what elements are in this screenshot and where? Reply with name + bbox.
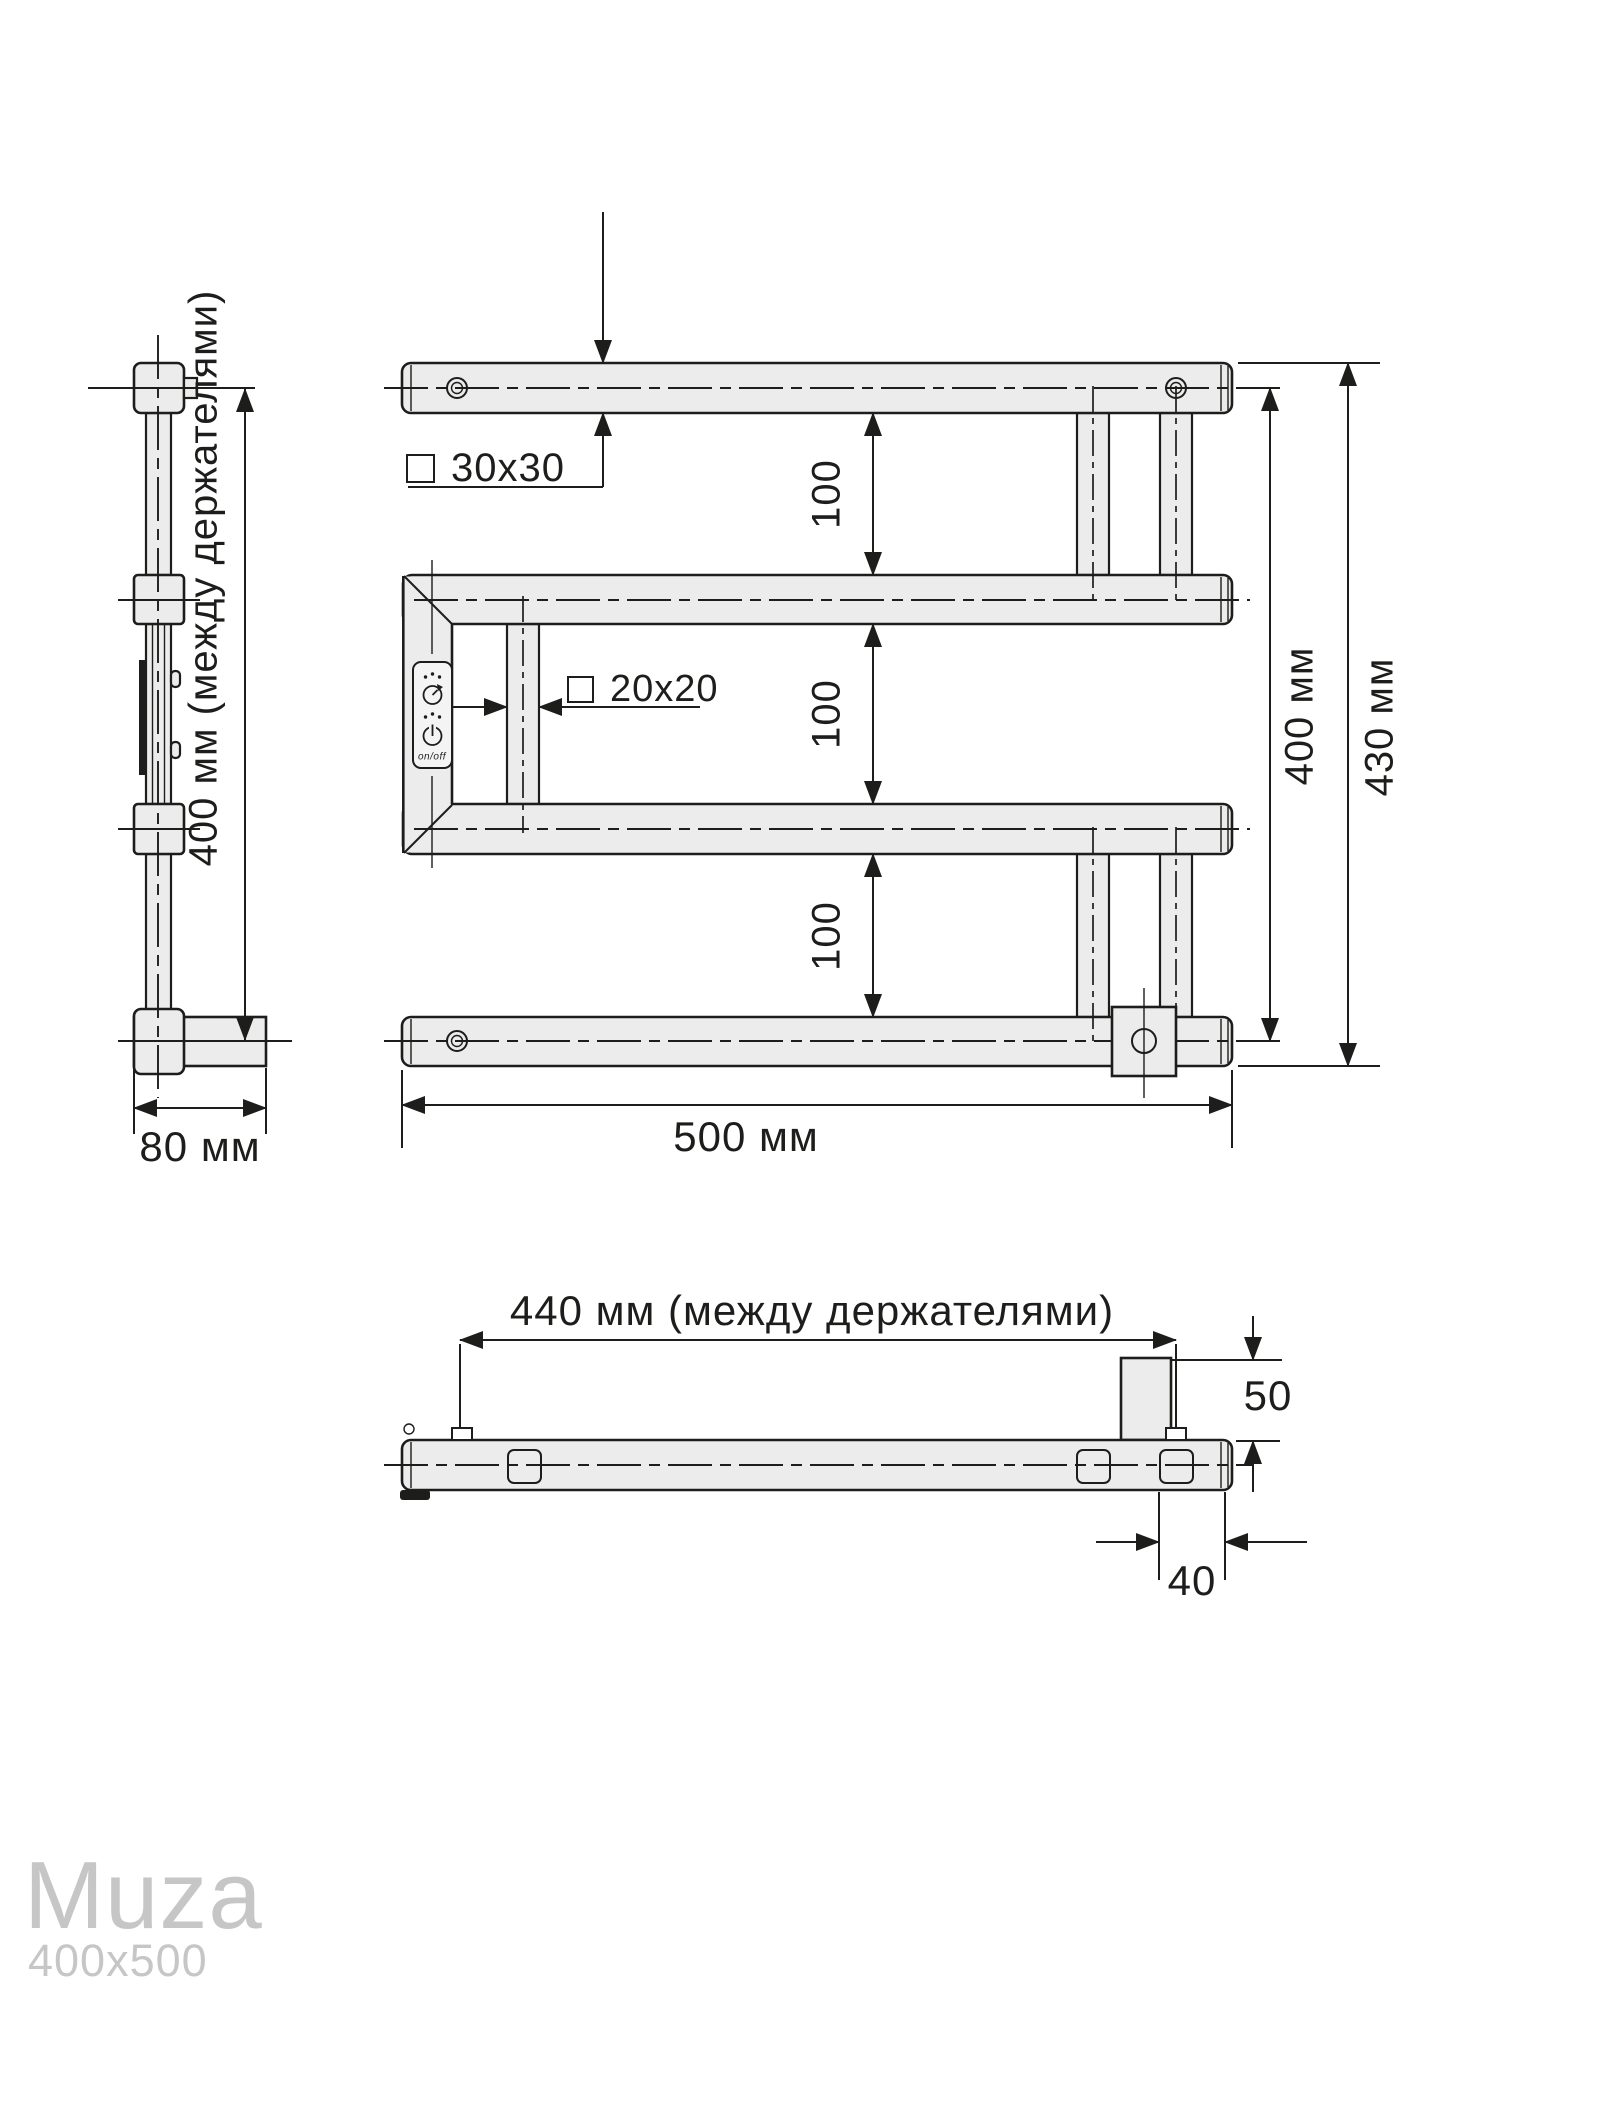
wall-tab-right xyxy=(1166,1428,1186,1440)
end-plug xyxy=(400,1490,430,1500)
dim-400-between-holders-label: 400 мм (между держателями) xyxy=(181,289,226,867)
front-view xyxy=(384,212,1380,1148)
square-section-icon xyxy=(567,676,594,703)
dim-500-label: 500 мм xyxy=(673,1113,819,1160)
dim-100-label-1: 100 xyxy=(804,459,849,529)
onoff-label: on/off xyxy=(417,751,447,763)
side-button-bump-top xyxy=(171,671,180,687)
dim-100-label-3: 100 xyxy=(804,901,849,971)
dim-400-right-label: 400 мм xyxy=(1277,646,1322,786)
bottom-view xyxy=(384,1316,1307,1580)
product-logo: Muza xyxy=(24,1842,263,1949)
bracket-riser xyxy=(1121,1358,1171,1440)
side-control-panel-edge xyxy=(139,660,145,775)
dim-430-right-label: 430 мм xyxy=(1357,657,1402,797)
dim-80-label: 80 мм xyxy=(139,1123,261,1170)
dim-440-label: 440 мм (между держателями) xyxy=(509,1287,1115,1334)
product-size: 400x500 xyxy=(28,1935,208,1986)
side-button-bump-bottom xyxy=(171,742,180,758)
square-section-icon xyxy=(406,454,435,483)
tube-20x20-label: 20x20 xyxy=(567,668,719,711)
dim-100-label-2: 100 xyxy=(804,679,849,749)
tube-30x30-label: 30x30 xyxy=(406,446,565,491)
dim-40-label: 40 xyxy=(1167,1557,1217,1604)
dim-50-label: 50 xyxy=(1243,1372,1293,1419)
cable-exit xyxy=(404,1424,414,1434)
wall-tab-left xyxy=(452,1428,472,1440)
